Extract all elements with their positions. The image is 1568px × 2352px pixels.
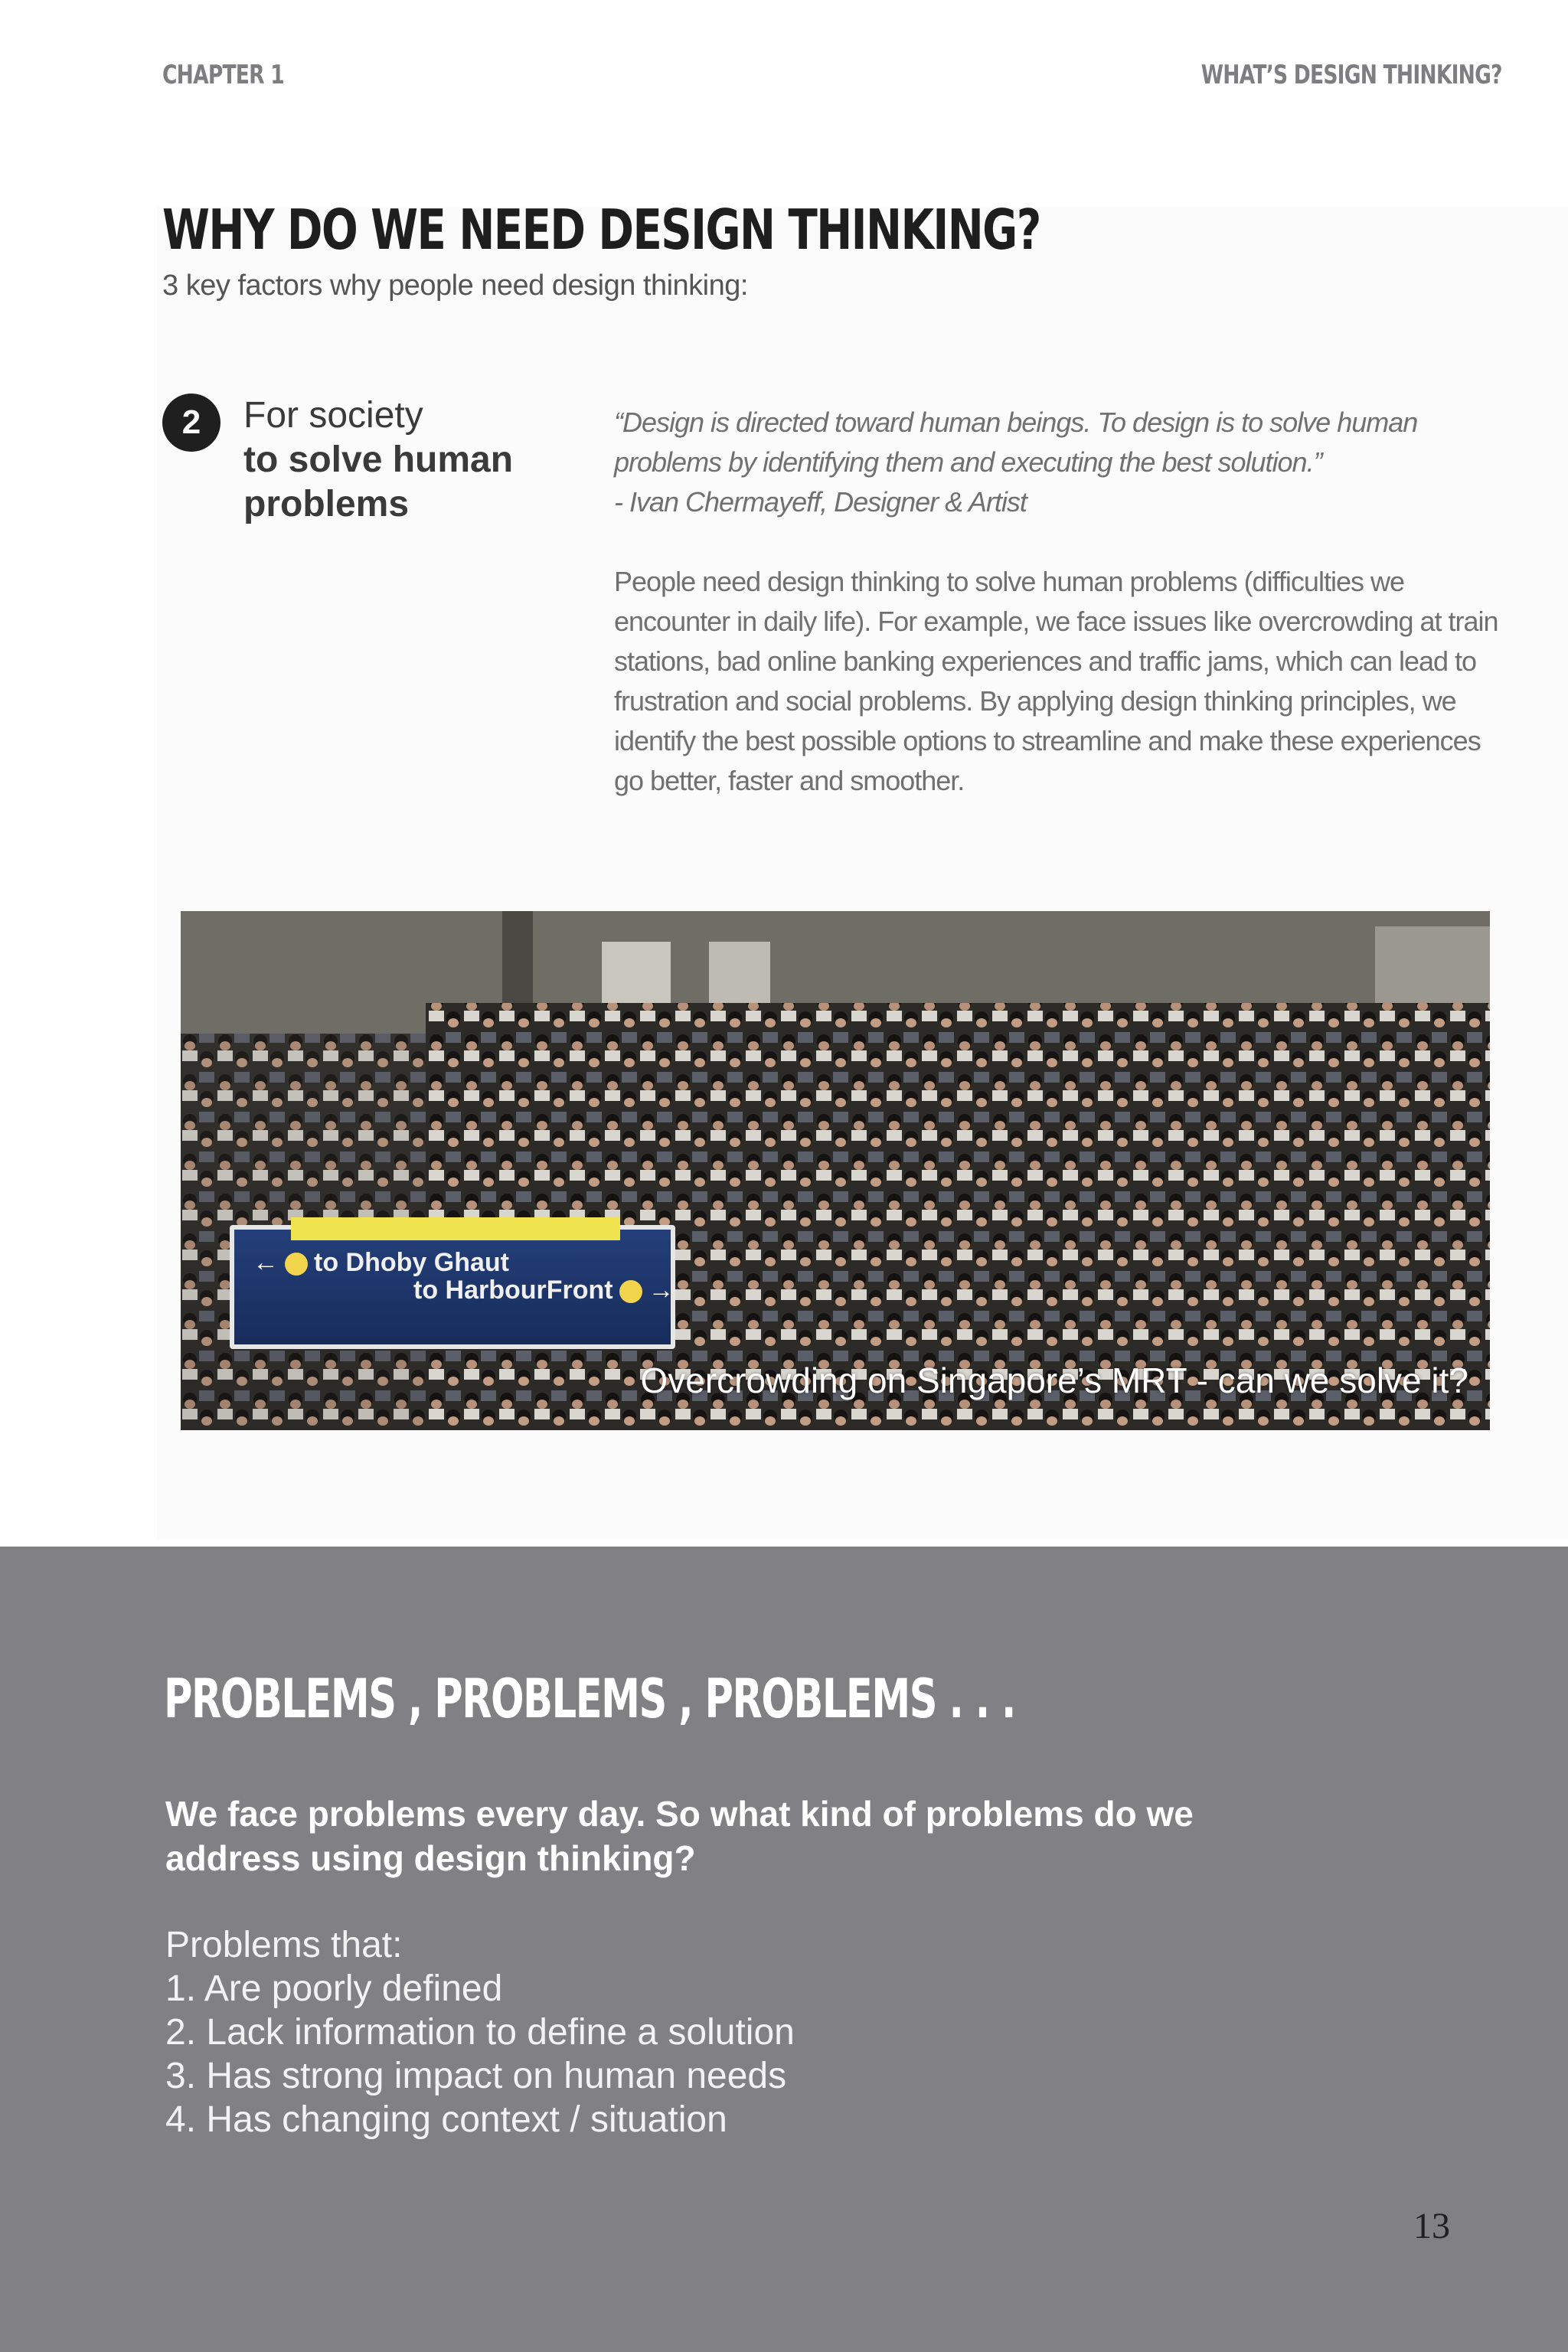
sign-text-1: to Dhoby Ghaut bbox=[314, 1248, 509, 1277]
list-item: 1. Are poorly defined bbox=[165, 1968, 503, 2009]
page-subtitle: 3 key factors why people need design thinking: bbox=[162, 270, 748, 302]
station-sign-bar bbox=[291, 1217, 620, 1240]
photo-caption: Overcrowding on Singapore’s MRT - can we solve it? bbox=[640, 1361, 1468, 1400]
line-dot-icon bbox=[619, 1280, 642, 1303]
factor-heading bbox=[243, 394, 534, 527]
quote-attribution: - Ivan Chermayeff, Designer & Artist bbox=[614, 486, 1027, 518]
factor-number-badge: 2 bbox=[162, 394, 220, 452]
crowd-illustration bbox=[181, 911, 1490, 1430]
factor-heading-bold: to solve human problems bbox=[243, 439, 514, 524]
quote-block bbox=[614, 403, 1502, 522]
crowd-photo bbox=[181, 911, 1490, 1430]
arrow-right-icon: → bbox=[648, 1276, 675, 1305]
factor-heading-plain: For society bbox=[243, 395, 423, 436]
list-item: 2. Lack information to define a solution bbox=[165, 2012, 795, 2053]
arrow-left-icon: ← bbox=[253, 1248, 279, 1277]
problems-list bbox=[165, 1923, 795, 2141]
page-title: WHY DO WE NEED DESIGN THINKING? bbox=[162, 198, 1040, 262]
page-number: 13 bbox=[1413, 2206, 1450, 2246]
sign-text-2: to HarbourFront bbox=[413, 1276, 613, 1305]
line-dot-icon bbox=[285, 1253, 308, 1276]
sign-line-dhoby-ghaut bbox=[253, 1248, 509, 1278]
problems-intro: Problems that: bbox=[165, 1925, 403, 1965]
sign-line-harbourfront bbox=[413, 1276, 675, 1305]
problems-title: PROBLEMS , PROBLEMS , PROBLEMS . . . bbox=[164, 1668, 1015, 1730]
body-paragraph: People need design thinking to solve human problems (difficulties we encounter in daily life). For example, we face issues like overcrowding at train stations, bad online banking experiences and traffic jams, which can lead to frustration and social problems. By applying design thinking principles, we identify the best possible options to streamline and make these experiences go better, faster and smoother. bbox=[614, 566, 1498, 796]
list-item: 4. Has changing context / situation bbox=[165, 2099, 727, 2140]
quote-text: “Design is directed toward human beings. To design is to solve human problems by identifying them and executing the best solution.” bbox=[614, 407, 1418, 478]
list-item: 3. Has strong impact on human needs bbox=[165, 2056, 787, 2096]
section-label: WHAT’S DESIGN THINKING? bbox=[1201, 60, 1502, 90]
problems-lead: We face problems every day. So what kind of problems do we address using design thinking? bbox=[165, 1794, 1194, 1878]
chapter-label: CHAPTER 1 bbox=[162, 60, 284, 90]
